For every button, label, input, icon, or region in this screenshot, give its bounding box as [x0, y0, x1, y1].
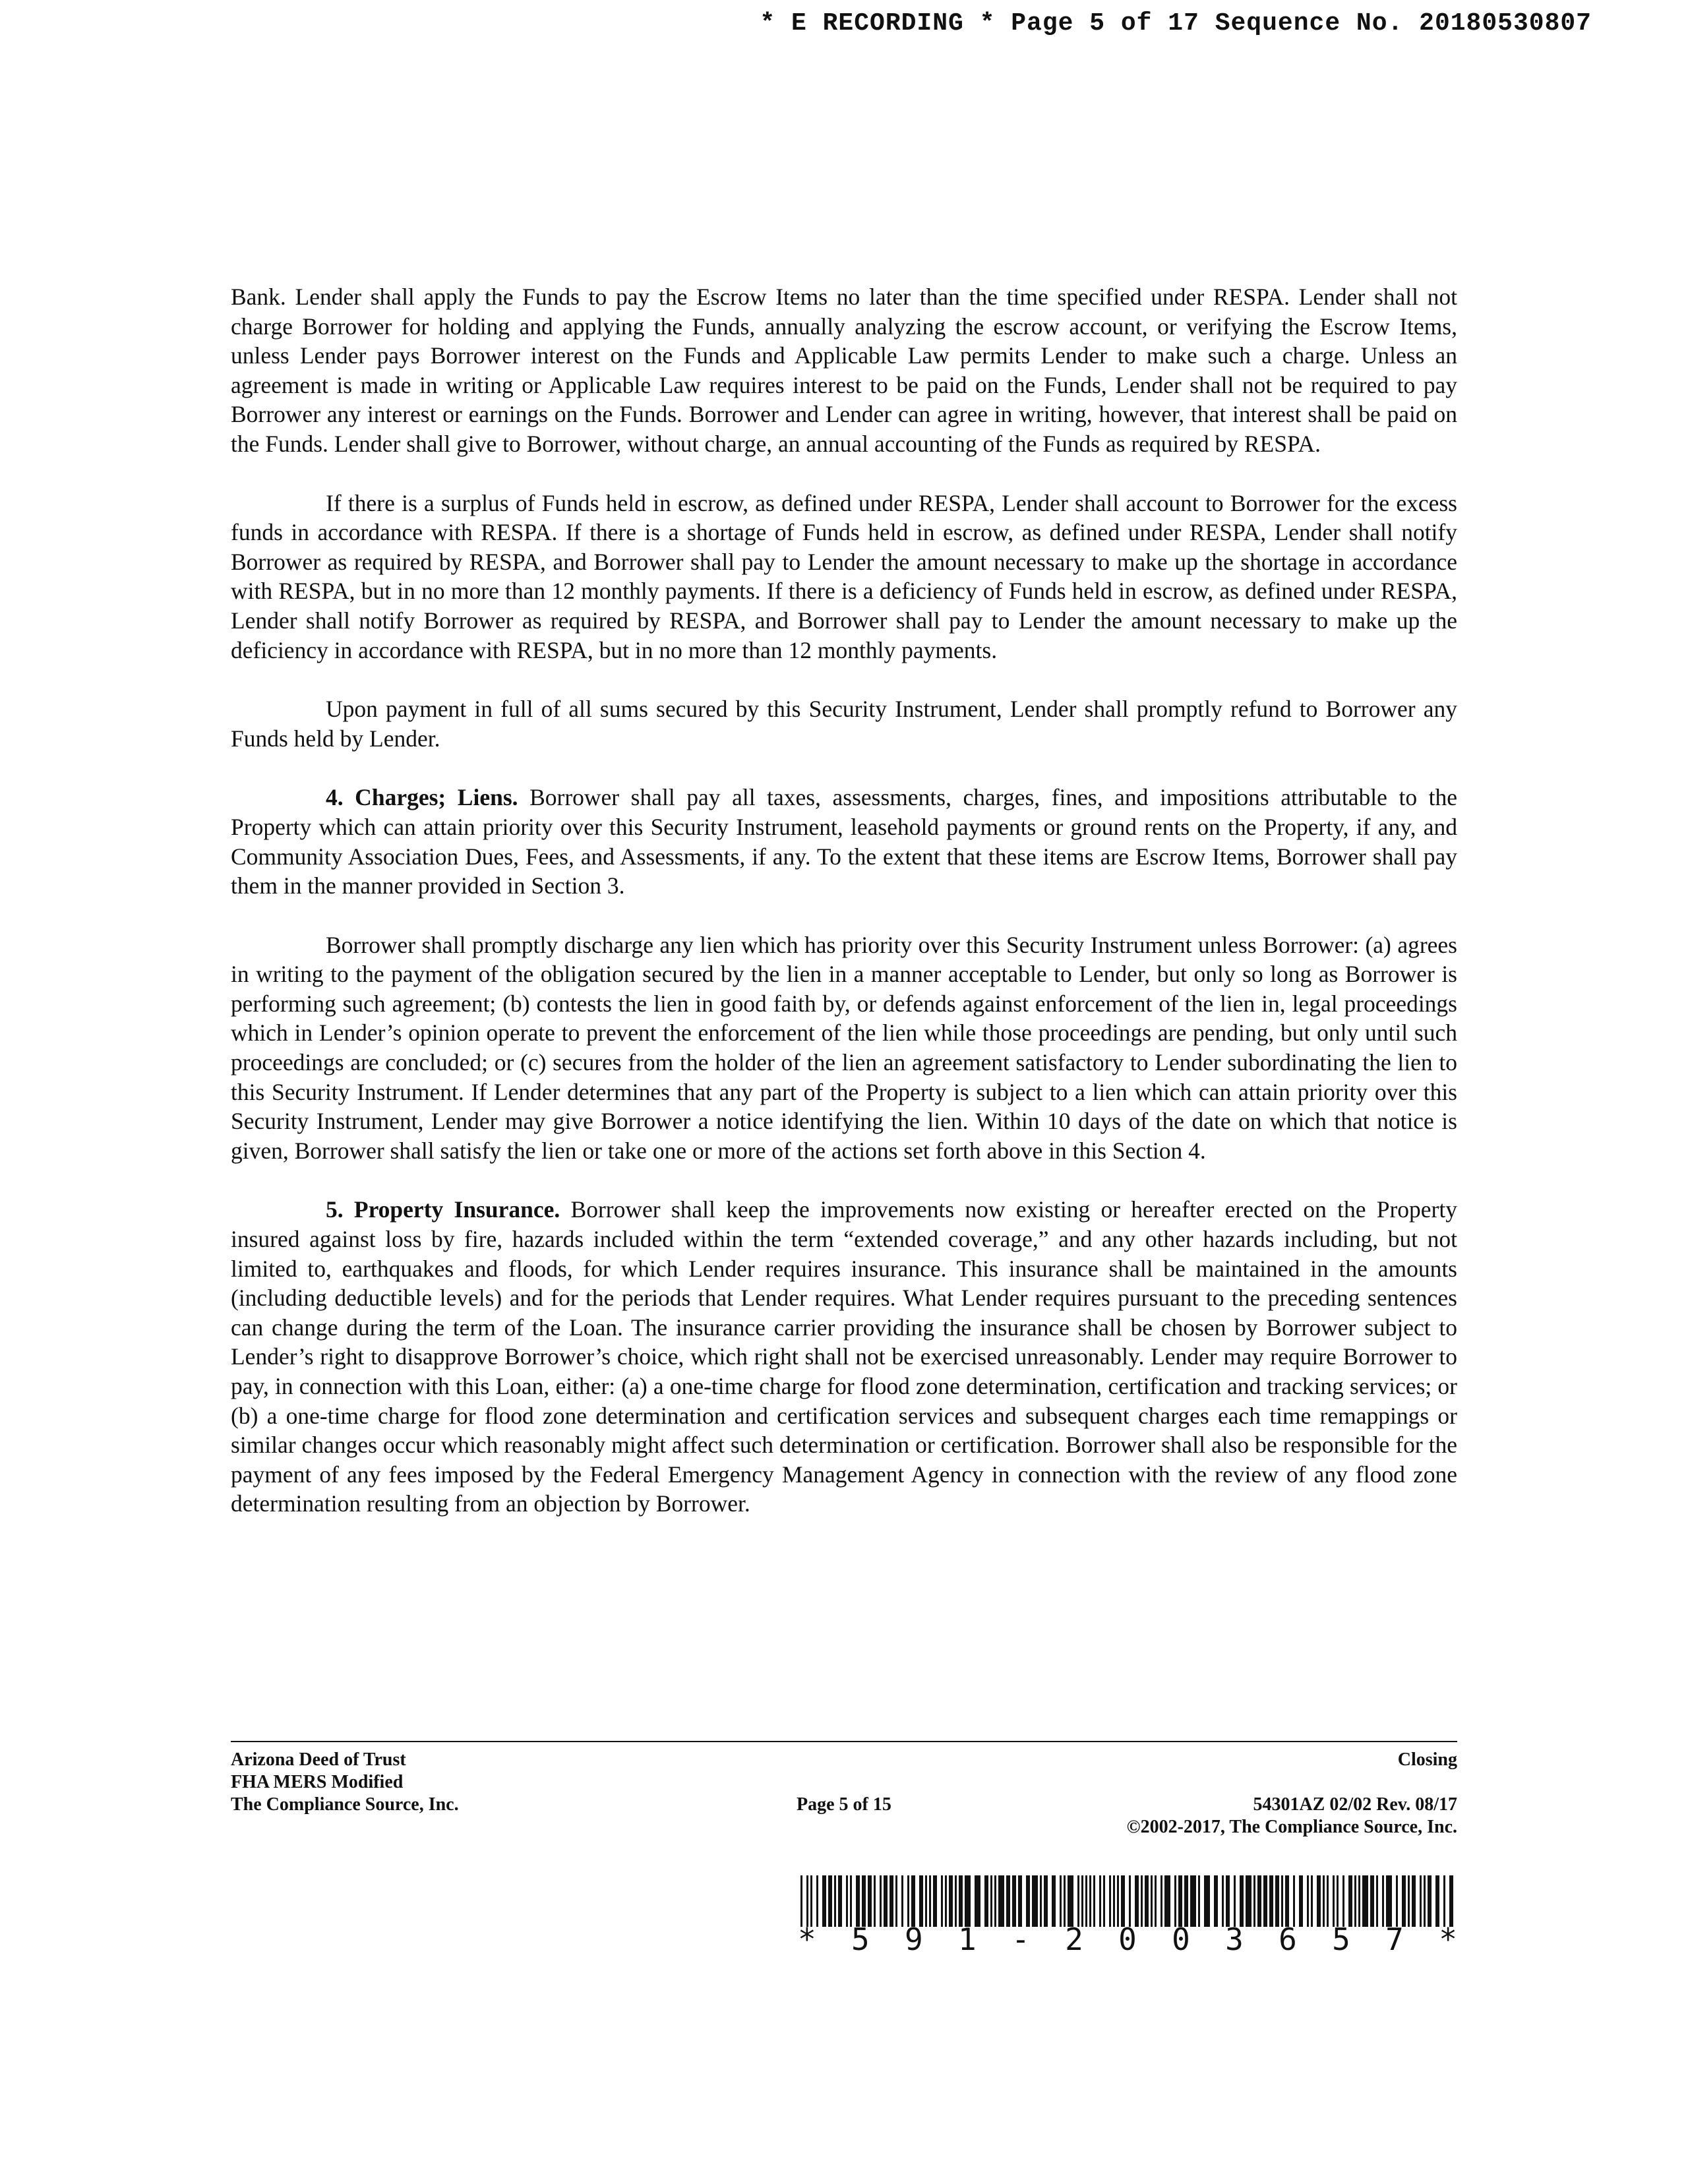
barcode-bar [1234, 1875, 1236, 1927]
barcode-char: * [798, 1922, 816, 1957]
section-5-heading: 5. Property Insurance. [326, 1196, 560, 1223]
barcode-bar [1109, 1875, 1111, 1927]
barcode-bars [798, 1875, 1457, 1927]
barcode-bar [1089, 1875, 1091, 1927]
barcode-bar [1214, 1875, 1218, 1927]
barcode-bar [975, 1875, 980, 1927]
paragraph-refund: Upon payment in full of all sums secured by this Security Instrument, Lender shall promptly refund to Borrower any Funds held by Lender. [231, 696, 1457, 752]
barcode-bar [1285, 1875, 1289, 1927]
barcode-bar [1155, 1875, 1157, 1927]
barcode-char: 1 [958, 1922, 977, 1957]
footer-doc-title: Arizona Deed of Trust [231, 1749, 406, 1770]
barcode-bar [1376, 1875, 1378, 1927]
page-footer [231, 1749, 1457, 1848]
barcode-bar [1174, 1875, 1176, 1927]
barcode-bar [984, 1875, 988, 1927]
barcode-bar [834, 1875, 836, 1927]
footer-document-info [231, 1749, 459, 1816]
barcode-bar [1064, 1875, 1066, 1927]
barcode-bar [1246, 1875, 1251, 1927]
barcode-bar [1222, 1875, 1224, 1927]
barcode-bar [1151, 1875, 1153, 1927]
barcode-bar [1307, 1875, 1309, 1927]
barcode-bar [810, 1875, 812, 1927]
barcode-bar [1449, 1875, 1453, 1927]
barcode-bar [949, 1875, 953, 1927]
barcode-bar [856, 1875, 860, 1927]
barcode-bar [929, 1875, 931, 1927]
barcode-char: 2 [1065, 1922, 1083, 1957]
barcode-bar [846, 1875, 848, 1927]
barcode-char: 0 [1118, 1922, 1137, 1957]
barcode-bar [868, 1875, 872, 1927]
barcode-char: 0 [1172, 1922, 1190, 1957]
barcode-bar [1178, 1875, 1182, 1927]
barcode-bar [1085, 1875, 1087, 1927]
barcode-bar [1253, 1875, 1255, 1927]
barcode-bar [1275, 1875, 1279, 1927]
barcode-bar [1443, 1875, 1445, 1927]
footer-company: The Compliance Source, Inc. [231, 1794, 459, 1815]
paragraph-escrow-funds: Bank. Lender shall apply the Funds to pay the Escrow Items no later than the time specified under RESPA. Lender shall not charge Borrower for holding and applying the Funds, annually analyzing the escrow account, or verifying the Escrow Items, unless Lender pays Borrower interest on the Funds and Applicable Law permits Lender to make such a charge. Unless an agreement is made in writing or Applicable Law requires interest to be paid on the Funds, Lender shall not be required to pay Borrower any interest or earnings on the Funds. Borrower and Lender can agree in writing, however, that interest shall be paid on the Funds. Lender shall give to Borrower, without charge, an annual accounting of the Funds as required by RESPA. [231, 284, 1457, 457]
barcode-bar [959, 1875, 963, 1927]
barcode-bar [1060, 1875, 1062, 1927]
section-5-text: Borrower shall keep the improvements now existing or hereafter erected on the Property insured against loss by fire, hazards included within the term “extended coverage,” and any other hazards including, but not limited to, earthquakes and floods, for which Lender requires insurance. This insurance shall be maintained in the amounts (including deductible levels) and for the periods that Lender requires. What Lender requires pursuant to the preceding sentences can change during the term of the Loan. The insurance carrier providing the insurance shall be chosen by Borrower subject to Lender’s right to disapprove Borrower’s choice, which right shall not be exercised unreasonably. Lender may require Borrower to pay, in connection with this Loan, either: (a) a one-time charge for flood zone determination, certification and tracking services; or (b) a one-time charge for flood zone determination and certification services and subsequent charges each time remappings or similar changes occur which reasonably might affect such determination or certification. Borrower shall also be responsible for the payment of any fees imposed by the Federal Emergency Management Agency in connection with the review of any flood zone determination resulting from an objection by Borrower. [231, 1196, 1457, 1517]
barcode-bar [925, 1875, 927, 1927]
barcode-char: 5 [851, 1922, 870, 1957]
barcode-bar [941, 1875, 943, 1927]
barcode-bar [1333, 1875, 1335, 1927]
barcode-bar [1281, 1875, 1283, 1927]
barcode-bar [1068, 1875, 1073, 1927]
footer-doc-subtitle: FHA MERS Modified [231, 1772, 404, 1792]
barcode-bar [1081, 1875, 1083, 1927]
barcode-bar [862, 1875, 866, 1927]
paragraph-discharge-lien: Borrower shall promptly discharge any lien which has priority over this Security Instrument unless Borrower: (a) agrees in writing to the payment of the obligation secured by the lien in a manner acceptable to Lender, but only so long as Borrower is performing such agreement; (b) contests the lien in good faith by, or defends against enforcement of the lien in, legal proceedings which in Lender’s opinion operate to prevent the enforcement of the lien while those proceedings are pending, but only until such proceedings are concluded; or (c) secures from the holder of the lien an agreement satisfactory to Lender subordinating the lien to this Security Instrument. If Lender determines that any part of the Property is subject to a lien which can attain priority over this Security Instrument, Lender may give Borrower a notice identifying the lien. Within 10 days of the date on which that notice is given, Borrower shall satisfy the lien or take one or more of the actions set forth above in this Section 4. [231, 931, 1457, 1164]
barcode-bar [1327, 1875, 1329, 1927]
barcode-bar [1018, 1875, 1022, 1927]
barcode-bar [1099, 1875, 1101, 1927]
barcode-char: - [1011, 1922, 1030, 1957]
barcode-bar [1052, 1875, 1056, 1927]
section-4-heading: 4. Charges; Liens. [326, 784, 518, 811]
barcode-bar [828, 1875, 832, 1927]
barcode-bar [1190, 1875, 1196, 1927]
barcode-bar [1121, 1875, 1125, 1927]
footer-copyright: ©2002-2017, The Compliance Source, Inc. [1126, 1817, 1457, 1837]
barcode-bar [1240, 1875, 1244, 1927]
barcode-bar [1293, 1875, 1295, 1927]
barcode-bar [1006, 1875, 1010, 1927]
barcode-bar [1226, 1875, 1230, 1927]
barcode-bar [800, 1875, 802, 1927]
barcode-bar [907, 1875, 909, 1927]
section-5-property-insurance [231, 1195, 1457, 1519]
barcode-bar [895, 1875, 897, 1927]
barcode-bar [1362, 1875, 1368, 1927]
barcode-bar [1026, 1875, 1030, 1927]
barcode-bar [874, 1875, 876, 1927]
barcode-bar [838, 1875, 842, 1927]
barcode-human-readable [798, 1923, 1457, 1956]
barcode-bar [1424, 1875, 1426, 1927]
barcode-bar [1402, 1875, 1406, 1927]
barcode-bar [1317, 1875, 1321, 1927]
document-body [231, 282, 1457, 1548]
barcode-bar [933, 1875, 937, 1927]
barcode-bar [1129, 1875, 1131, 1927]
barcode-bar [945, 1875, 947, 1927]
barcode-bar [1354, 1875, 1356, 1927]
barcode-bar [1269, 1875, 1273, 1927]
barcode-char: 7 [1385, 1922, 1404, 1957]
barcode-bar [1299, 1875, 1303, 1927]
barcode-char: * [1439, 1922, 1457, 1957]
barcode-bar [822, 1875, 826, 1927]
barcode-bar [1342, 1875, 1344, 1927]
barcode-bar [919, 1875, 923, 1927]
barcode-bar [889, 1875, 893, 1927]
barcode-char: 6 [1279, 1922, 1297, 1957]
barcode-bar [1184, 1875, 1188, 1927]
barcode-bar [990, 1875, 992, 1927]
barcode-bar [1141, 1875, 1143, 1927]
barcode-bar [1160, 1875, 1162, 1927]
barcode-bar [998, 1875, 1004, 1927]
section-4-charges-liens [231, 783, 1457, 900]
barcode-bar [1117, 1875, 1119, 1927]
footer-form-number: 54301AZ 02/02 Rev. 08/17 [1253, 1794, 1457, 1815]
barcode-bar [1386, 1875, 1392, 1927]
barcode-bar [1311, 1875, 1313, 1927]
barcode-bar [1428, 1875, 1432, 1927]
barcode-bar [1408, 1875, 1410, 1927]
footer-divider [231, 1741, 1457, 1742]
barcode-bar [880, 1875, 882, 1927]
barcode-bar [1323, 1875, 1325, 1927]
barcode-bar [1135, 1875, 1139, 1927]
barcode-bar [1145, 1875, 1149, 1927]
barcode-bar [1358, 1875, 1360, 1927]
barcode-bar [911, 1875, 915, 1927]
barcode-bar [806, 1875, 808, 1927]
barcode-bar [884, 1875, 888, 1927]
barcode-bar [1420, 1875, 1422, 1927]
barcode-bar [1103, 1875, 1105, 1927]
barcode-bar [1257, 1875, 1261, 1927]
footer-page-number: Page 5 of 15 [797, 1794, 891, 1815]
barcode-bar [1204, 1875, 1210, 1927]
barcode-bar [1337, 1875, 1339, 1927]
barcode-bar [955, 1875, 957, 1927]
barcode-char: 9 [905, 1922, 923, 1957]
section-4-text: Borrower shall pay all taxes, assessments, charges, fines, and impositions attributable to the Property which can attain priority over this Security Instrument, leasehold payments or ground rents on the Property, if any, and Community Association Dues, Fees, and Assessments, if any. To the extent that these items are Escrow Items, Borrower shall pay them in the manner provided in Section 3. [231, 784, 1458, 899]
barcode-bar [1044, 1875, 1048, 1927]
barcode-bar [1263, 1875, 1267, 1927]
barcode-bar [965, 1875, 971, 1927]
barcode-bar [1077, 1875, 1079, 1927]
barcode-bar [1198, 1875, 1200, 1927]
barcode-bar [1164, 1875, 1170, 1927]
recording-stamp: * E RECORDING * Page 5 of 17 Sequence No. 20180530807 [760, 9, 1592, 38]
barcode-bar [1113, 1875, 1115, 1927]
barcode-bar [816, 1875, 818, 1927]
barcode-bar [1382, 1875, 1384, 1927]
barcode-bar [1412, 1875, 1416, 1927]
footer-closing-label: Closing [1397, 1749, 1457, 1770]
paragraph-escrow-surplus: If there is a surplus of Funds held in escrow, as defined under RESPA, Lender shall account to Borrower for the excess funds in accordance with RESPA. If there is a shortage of Funds held in escrow, as defined under RESPA, Lender shall notify Borrower as required by RESPA, and Borrower shall pay to Lender the amount necessary to make up the shortage in accordance with RESPA, but in no more than 12 monthly payments. If there is a deficiency of Funds held in escrow, as defined under RESPA, Lender shall notify Borrower as required by RESPA, and Borrower shall pay to Lender the amount necessary to make up the deficiency in accordance with RESPA, but in no more than 12 monthly payments. [231, 489, 1457, 663]
barcode-bar [1093, 1875, 1095, 1927]
barcode-bar [1348, 1875, 1352, 1927]
barcode-bar [1435, 1875, 1439, 1927]
barcode-bar [1396, 1875, 1398, 1927]
barcode-bar [1032, 1875, 1038, 1927]
barcode-bar [1040, 1875, 1042, 1927]
barcode-bar [901, 1875, 903, 1927]
barcode-char: 5 [1332, 1922, 1350, 1957]
barcode [798, 1875, 1457, 1955]
barcode-char: 3 [1225, 1922, 1244, 1957]
barcode-bar [850, 1875, 852, 1927]
barcode-bar [994, 1875, 996, 1927]
barcode-bar [1370, 1875, 1374, 1927]
barcode-bar [1012, 1875, 1016, 1927]
